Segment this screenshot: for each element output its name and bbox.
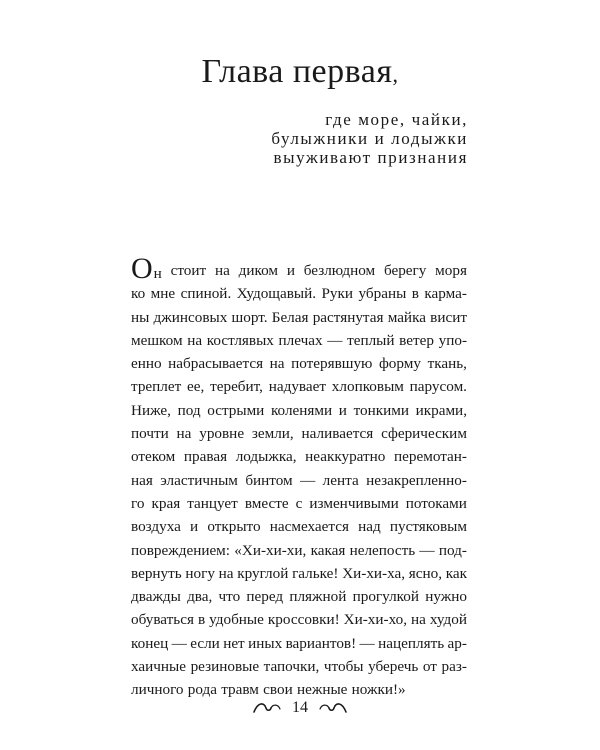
body-text-line — [131, 562, 467, 585]
body-word: набрасывается — [168, 355, 264, 373]
body-word: незакрепленно- — [366, 471, 467, 489]
body-word: берегу — [383, 262, 427, 279]
body-word: хаичные — [131, 658, 186, 676]
body-word: чтобы — [323, 658, 364, 676]
body-word: ткань, — [427, 355, 467, 373]
body-word: танцует — [187, 494, 238, 512]
body-word: изменчивыми — [309, 494, 399, 512]
body-word: «Хи-хи-хи, — [234, 541, 307, 559]
drop-cap: О — [131, 252, 153, 285]
body-word: обуваться — [131, 611, 194, 629]
body-word: ногу — [185, 564, 215, 582]
body-word: вариантов! — [285, 634, 357, 652]
body-text-line — [131, 306, 467, 329]
body-word: и — [338, 401, 347, 419]
body-word: что — [218, 588, 241, 606]
body-text-line — [131, 329, 467, 352]
body-word: — — [171, 634, 187, 652]
body-word: от — [422, 658, 437, 676]
body-word: кроссовки! — [267, 611, 340, 629]
body-word: под — [177, 401, 201, 419]
body-text-line — [131, 655, 467, 678]
body-word: Худощавый. — [236, 285, 317, 303]
body-word: сферическим — [381, 425, 467, 443]
body-word: уровне — [199, 425, 245, 443]
body-word: два, — [187, 588, 213, 606]
body-word: Белая — [271, 308, 309, 326]
body-word: бинтом — [245, 471, 293, 489]
body-word: с — [295, 494, 303, 512]
body-text-line — [131, 282, 467, 305]
body-text-line — [131, 445, 467, 468]
body-word: прогулкой — [352, 588, 419, 606]
body-word: Ниже, — [131, 401, 171, 419]
body-word: над — [358, 518, 381, 536]
body-word: теплый — [347, 331, 395, 349]
body-word: — — [419, 541, 435, 559]
body-word: безлюдном — [303, 262, 376, 279]
body-word: Руки — [321, 285, 354, 303]
body-word: ее, — [187, 378, 205, 396]
body-word: ар- — [447, 634, 467, 652]
body-word: на — [214, 262, 230, 279]
body-word: на — [187, 331, 203, 349]
body-word: на — [269, 355, 285, 373]
body-word: эластичным — [160, 471, 238, 489]
body-word: раз- — [441, 658, 467, 676]
swirl-ornament-right-icon — [318, 700, 348, 716]
body-text-line — [131, 539, 467, 562]
body-word: воздуха — [131, 518, 181, 536]
body-word: ясно, — [408, 564, 443, 582]
body-word: личного — [131, 681, 184, 699]
page-number: 14 — [292, 699, 308, 716]
body-word: енно — [131, 355, 162, 373]
body-word: вместе — [244, 494, 289, 512]
body-word: майка — [387, 308, 426, 326]
body-word: икрами, — [415, 401, 467, 419]
body-word: в — [411, 285, 419, 303]
body-word: хлопковым — [331, 378, 404, 396]
body-word: ны — [131, 308, 150, 326]
body-word: растянутая — [312, 308, 384, 326]
body-word: спиной. — [180, 285, 232, 303]
body-word: лента — [322, 471, 359, 489]
page-footer — [0, 698, 600, 718]
body-word: треплет — [131, 378, 182, 396]
body-word: открыто — [207, 518, 261, 536]
swirl-ornament-left-icon — [252, 700, 282, 716]
body-word: мне — [150, 285, 176, 303]
body-word: пляжной — [289, 588, 347, 606]
body-word: правая — [183, 448, 228, 466]
body-word: теребит, — [210, 378, 263, 396]
body-word: насмехается — [269, 518, 349, 536]
body-word: — — [359, 634, 375, 652]
body-word: отеком — [131, 448, 176, 466]
body-word: конец — [131, 634, 169, 652]
body-word: джинсовых — [153, 308, 228, 326]
subtitle-line: булыжники и лодыжки — [271, 129, 468, 148]
body-word: моря — [435, 262, 467, 279]
body-word: и — [286, 262, 295, 279]
body-word: дважды — [131, 588, 181, 606]
body-word: уберечь — [368, 658, 419, 676]
body-text-line — [131, 252, 467, 285]
body-word: пустяковым — [389, 518, 467, 536]
body-word: Он — [131, 252, 162, 285]
body-word: на — [411, 611, 426, 629]
body-text-line — [131, 469, 467, 492]
body-word: ножки!» — [351, 681, 406, 699]
body-text-line — [131, 608, 467, 631]
body-word: Хи-хи-ха, — [342, 564, 406, 582]
body-word: диком — [238, 262, 279, 279]
body-word: как — [445, 564, 467, 582]
body-word: нежные — [296, 681, 348, 699]
body-word: неаккуратно — [305, 448, 386, 466]
body-word: ная — [131, 471, 153, 489]
body-word: на — [176, 425, 192, 443]
body-text-line — [131, 632, 467, 655]
subtitle-line: где море, чайки, — [325, 110, 468, 129]
body-word: нет — [223, 634, 245, 652]
body-word: почти — [131, 425, 169, 443]
body-word: иных — [248, 634, 283, 652]
body-word: если — [190, 634, 220, 652]
body-word: гальке! — [292, 564, 339, 582]
body-word: удобные — [209, 611, 264, 629]
body-word: — — [327, 331, 343, 349]
body-text-line — [131, 352, 467, 375]
body-word: под- — [438, 541, 467, 559]
body-word: форму — [378, 355, 421, 373]
body-word: парусом. — [409, 378, 467, 396]
body-text-line — [131, 375, 467, 398]
chapter-title-text: Глава первая — [201, 53, 393, 90]
chapter-title-comma: , — [392, 62, 399, 87]
body-word: — — [300, 471, 316, 489]
body-word: карма- — [424, 285, 467, 303]
body-word: на — [218, 564, 234, 582]
body-word: мешком — [131, 331, 183, 349]
body-word: травм — [221, 681, 259, 699]
body-word: края — [151, 494, 181, 512]
body-word: и — [190, 518, 199, 536]
body-word: какая — [310, 541, 346, 559]
body-word: шорт. — [231, 308, 268, 326]
body-word: го — [131, 494, 145, 512]
body-word: в — [197, 611, 206, 629]
body-word: убраны — [358, 285, 407, 303]
body-word: наливается — [301, 425, 374, 443]
body-word: нужно — [425, 588, 467, 606]
body-word: тонкими — [353, 401, 409, 419]
body-word: ко — [131, 285, 146, 303]
body-word: острыми — [207, 401, 265, 419]
chapter-body-text — [131, 252, 467, 702]
body-word: потоками — [405, 494, 467, 512]
chapter-title — [0, 52, 600, 95]
body-word: нелепость — [349, 541, 416, 559]
body-word: костлявых — [206, 331, 274, 349]
body-word: круглой — [237, 564, 289, 582]
body-text-line — [131, 399, 467, 422]
body-word: вернуть — [131, 564, 182, 582]
body-word: худой — [429, 611, 467, 629]
body-text-line — [131, 515, 467, 538]
body-word: коленями — [270, 401, 333, 419]
body-word: плечах — [278, 331, 323, 349]
body-word: перед — [246, 588, 284, 606]
body-word: перемотан- — [394, 448, 467, 466]
body-word: земли, — [251, 425, 294, 443]
body-word: ветер — [399, 331, 434, 349]
body-word: повреждением: — [131, 541, 231, 559]
body-word: нацеплять — [378, 634, 445, 652]
chapter-subtitle — [271, 110, 468, 167]
body-word: стоит — [170, 262, 207, 279]
body-word: резиновые — [190, 658, 260, 676]
body-word: Хи-хи-хо, — [343, 611, 407, 629]
body-text-line — [131, 585, 467, 608]
subtitle-line: выуживают признания — [273, 148, 468, 167]
body-word: тапочки, — [263, 658, 320, 676]
body-word: потерявшую — [291, 355, 373, 373]
body-word: свои — [263, 681, 293, 699]
body-word: висит — [430, 308, 467, 326]
body-text-line — [131, 422, 467, 445]
body-word: рода — [187, 681, 217, 699]
body-word: надувает — [268, 378, 327, 396]
body-text-line — [131, 492, 467, 515]
body-word: упо- — [438, 331, 467, 349]
body-word: лодыжка, — [235, 448, 297, 466]
